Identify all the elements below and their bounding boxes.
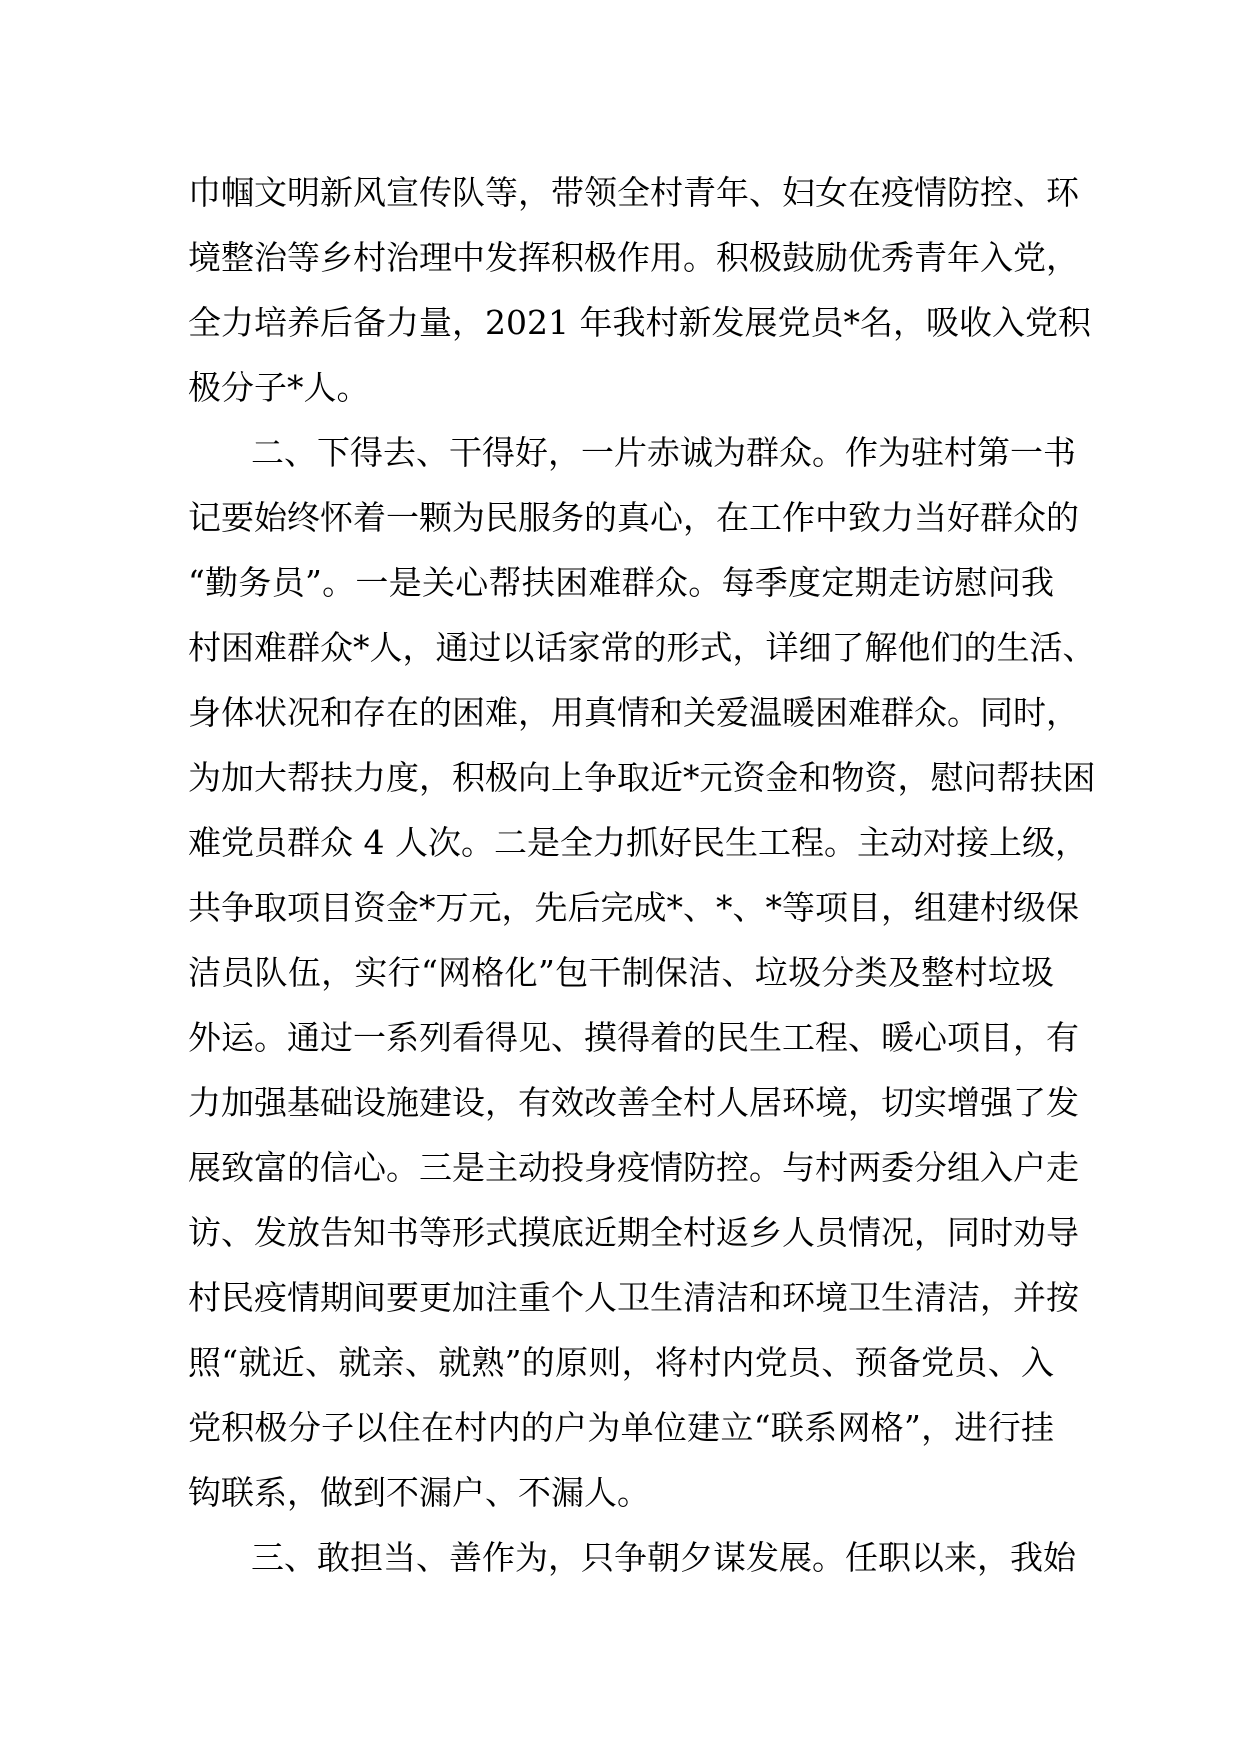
text-line: 为加大帮扶力度，积极向上争取近*元资金和物资，慰问帮扶困 — [188, 758, 1096, 797]
text-line: 展致富的信心。三是主动投身疫情防控。与村两委分组入户走 — [188, 1148, 1079, 1187]
text-line: 巾帼文明新风宣传队等，带领全村青年、妇女在疫情防控、环 — [188, 173, 1079, 212]
text-line: 境整治等乡村治理中发挥积极作用。积极鼓励优秀青年入党， — [188, 238, 1079, 277]
text-line: 村民疫情期间要更加注重个人卫生清洁和环境卫生清洁，并按 — [188, 1278, 1079, 1317]
text-line: 共争取项目资金*万元，先后完成*、*、*等项目，组建村级保 — [188, 888, 1079, 927]
text-line: 记要始终怀着一颗为民服务的真心，在工作中致力当好群众的 — [188, 498, 1079, 537]
text-line: 村困难群众*人，通过以话家常的形式，详细了解他们的生活、 — [188, 628, 1096, 667]
text-line: 全力培养后备力量，2021 年我村新发展党员*名，吸收入党积 — [188, 303, 1091, 342]
text-line: 极分子*人。 — [188, 368, 370, 407]
text-line: 钩联系，做到不漏户、不漏人。 — [188, 1473, 650, 1512]
text-line: 力加强基础设施建设，有效改善全村人居环境，切实增强了发 — [188, 1083, 1079, 1122]
text-line: “勤务员”。一是关心帮扶困难群众。每季度定期走访慰问我 — [188, 563, 1054, 602]
text-line: 洁员队伍，实行“网格化”包干制保洁、垃圾分类及整村垃圾 — [188, 953, 1054, 992]
section-heading-line: 二、下得去、干得好，一片赤诚为群众。作为驻村第一书 — [251, 433, 1076, 472]
text-line: 照“就近、就亲、就熟”的原则，将村内党员、预备党员、入 — [188, 1343, 1054, 1382]
text-line: 党积极分子以住在村内的户为单位建立“联系网格”，进行挂 — [188, 1408, 1054, 1447]
text-line: 访、发放告知书等形式摸底近期全村返乡人员情况，同时劝导 — [188, 1213, 1079, 1252]
text-line: 外运。通过一系列看得见、摸得着的民生工程、暖心项目，有 — [188, 1018, 1079, 1057]
section-heading-line: 三、敢担当、善作为，只争朝夕谋发展。任职以来，我始 — [251, 1538, 1076, 1577]
text-line: 身体状况和存在的困难，用真情和关爱温暖困难群众。同时， — [188, 693, 1079, 732]
text-line: 难党员群众 4 人次。二是全力抓好民生工程。主动对接上级， — [188, 823, 1088, 862]
